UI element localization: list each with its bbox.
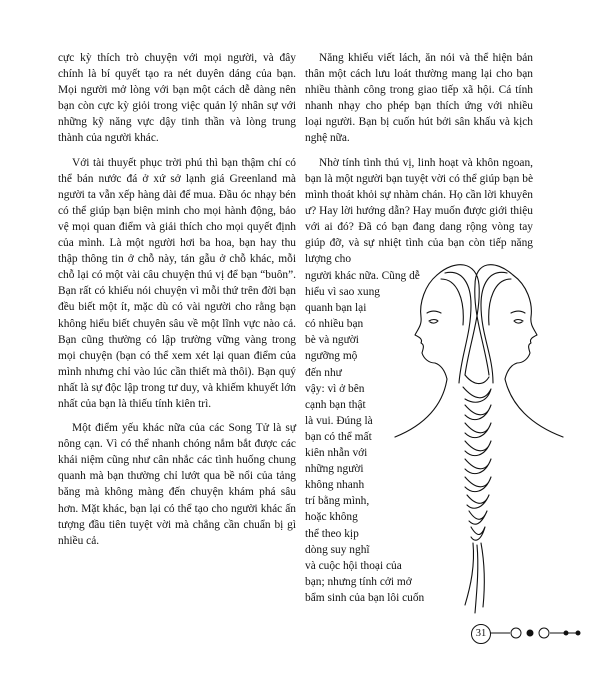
- text-line: không nhanh: [305, 479, 365, 492]
- paragraph: Nhờ tính tình thú vị, linh hoạt và khôn ngoan, bạn là một người bạn tuyệt vời có thể giúp bạn bè mình thoát khỏi sự nhàm chán. Họ cần lời khuyên ư? Hay lời hướng dẫn? Hay muốn được giới thiệu với ai đó? Đã có bạn đang dang rộng vòng tay giúp đỡ, và sự nhiệt tình của bạn còn tiếp năng lượng cho: [305, 156, 533, 266]
- zodiac-symbol-icon: [539, 628, 549, 638]
- text-line: là vui. Đúng là: [305, 414, 373, 427]
- right-column: [305, 50, 533, 267]
- text-line: bẩm sinh của bạn lôi cuốn: [305, 591, 425, 604]
- paragraph: Với tài thuyết phục trời phú thì bạn thậm chí có thể bán nước đá ở xứ sở lạnh giá Greenland mà người ta vẫn xếp hàng dài để mua. Đầu óc nhạy bén có thể giúp bạn biện minh cho mọi hành động, bảo vệ mọi quan điểm và giải thích cho mọi quyết định của mình. Là một người hơi ba hoa, bạn hay thu thập thông tin ở chỗ này, tán gẫu ở chỗ khác, mỗi chỗ lại có một vài câu chuyện thú vị để bạn “buôn”. Bạn rất có khiếu nói chuyện vì mỗi thứ trên đời bạn đều biết một ít, mặc dù có vài người cho rằng bạn không hiểu biết chuyên sâu về một lĩnh vực nào cả. Bạn cũng thường có lập trường vững vàng trong mọi chuyện (bạn có thể xem xét lại quan điểm của mình nhưng chỉ vào lúc cần thiết mà thôi). Bạn quý nhất là sự độc lập trong tư duy, và khiếm khuyết lớn nhất của bạn là thiếu tính kiên trì.: [58, 156, 296, 410]
- right-eye: [514, 320, 523, 324]
- text-line: có nhiều bạn: [305, 318, 364, 331]
- text-line: kiên nhẫn với: [305, 447, 368, 460]
- page-number: 31: [471, 624, 491, 644]
- paragraph: Năng khiếu viết lách, ăn nói và thể hiện bản thân một cách lưu loát thường mang lại cho bạn nhiều thành công trong giao tiếp xã hội. Cá tính nhanh nhạy cho phép bạn thích ứng với nhiều loại người. Bạn bị cuốn hút bởi sân khấu và kịch nghệ nữa.: [305, 52, 533, 145]
- left-brow: [427, 311, 441, 313]
- text-line: bạn có thể mất: [305, 430, 372, 443]
- text-line: đến như: [305, 366, 342, 379]
- dot-icon: [527, 630, 533, 636]
- right-face-profile: [505, 275, 537, 379]
- text-line: dòng suy nghĩ: [305, 543, 370, 556]
- text-line: bè và người: [305, 334, 359, 347]
- left-shoulder: [395, 379, 447, 437]
- text-line: những người: [305, 463, 364, 476]
- gemini-twins-illustration: [385, 255, 570, 625]
- text-line: bạn; nhưng tính cởi mở: [305, 575, 412, 588]
- text-line: ngưỡng mộ: [305, 350, 358, 363]
- left-eye: [429, 320, 438, 324]
- text-line: cạnh bạn thật: [305, 398, 366, 411]
- left-column: [58, 50, 296, 549]
- text-line: và cuộc hội thoại của: [305, 559, 402, 572]
- text-line: quanh bạn lại: [305, 302, 367, 315]
- right-shoulder: [505, 379, 563, 437]
- paragraph: Một điểm yếu khác nữa của các Song Tử là sự nông cạn. Vì có thể nhanh chóng nắm bắt được các khái niệm cũng như cân nhắc các tình huống chung quanh mà bạn thường chỉ lướt qua bề nổi của tảng băng mà không màng đến chuyện khám phá sâu hơn. Mặt khác, bạn lại có thể tạo cho người khác ấn tượng đầu tiên tuyệt vời mà chẳng cần chuẩn bị gì nhiều cả.: [58, 422, 296, 547]
- text-line: thể theo kịp: [305, 527, 359, 540]
- text-line: trí bằng mình,: [305, 495, 370, 508]
- text-line: vậy: vì ở bên: [305, 382, 365, 395]
- left-hair: [437, 265, 479, 383]
- zodiac-symbol-icon: [511, 628, 521, 638]
- left-face-profile: [415, 275, 447, 379]
- paragraph: cực kỳ thích trò chuyện với mọi người, và đây chính là bí quyết tạo ra nét duyên dáng của bạn. Mọi người mở lòng với bạn một cách dễ dàng nên bạn còn cực kỳ giỏi trong việc quản lý nhân sự với những kỹ năng vực dậy tinh thần và lòng trung thành của người khác.: [58, 52, 296, 145]
- right-brow: [511, 311, 525, 313]
- braid: [463, 375, 491, 613]
- text-line: hiểu vì sao xung: [305, 286, 380, 299]
- right-hair: [475, 265, 513, 383]
- text-line: người khác nữa. Cũng dễ: [305, 270, 420, 282]
- text-line: hoặc không: [305, 511, 358, 524]
